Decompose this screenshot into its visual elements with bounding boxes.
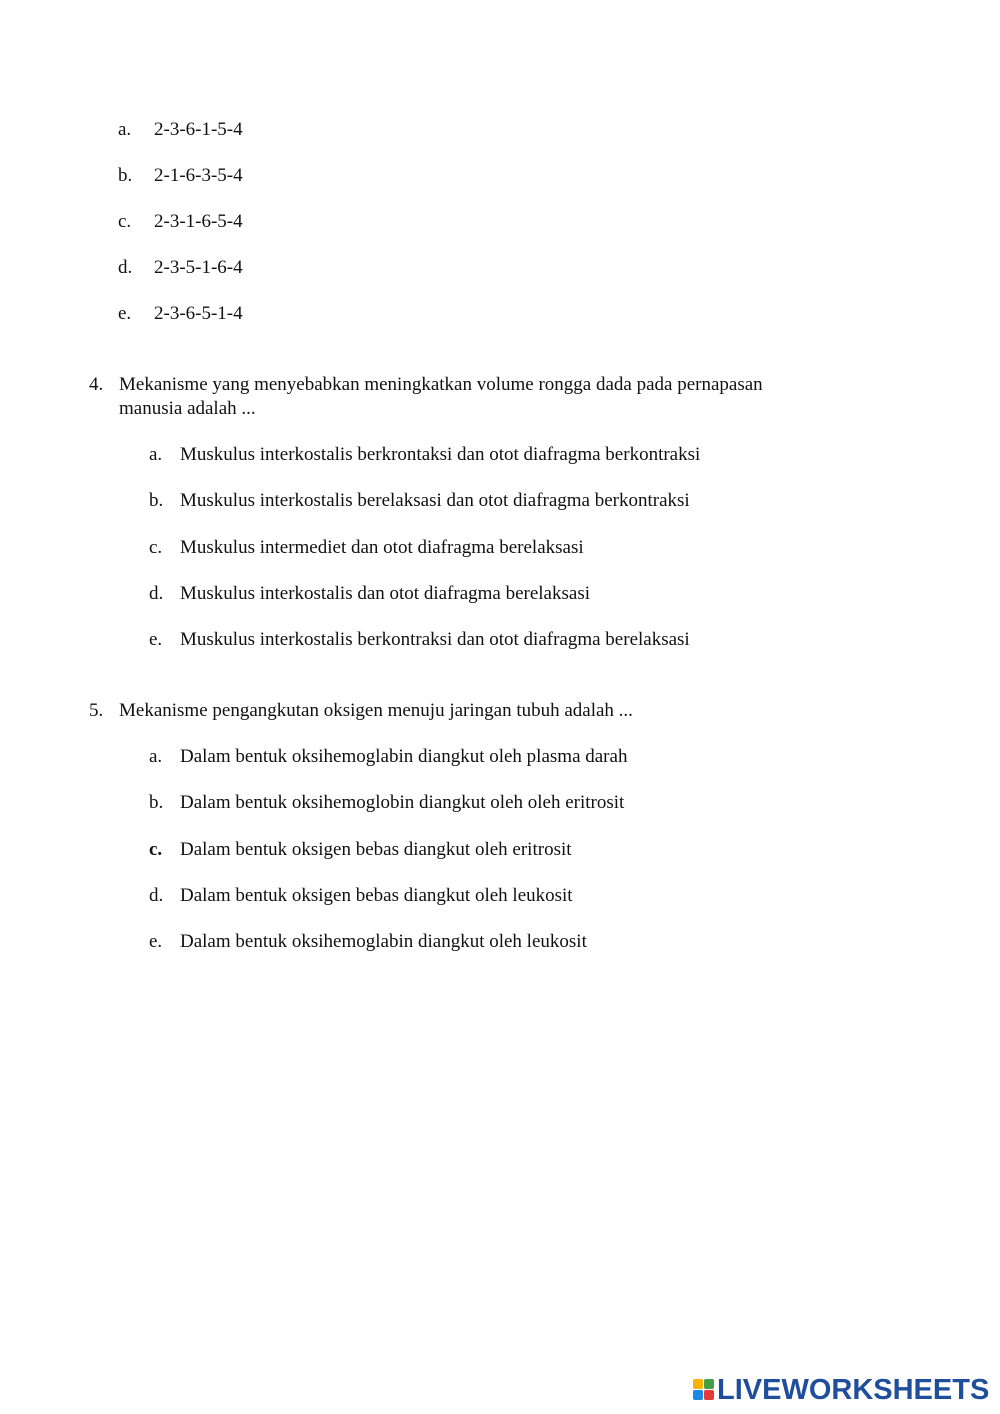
- option-text: 2-1-6-3-5-4: [154, 165, 243, 186]
- option-letter: e.: [149, 629, 163, 650]
- option-letter: e.: [118, 303, 132, 324]
- question-text-line2: manusia adalah ...: [119, 398, 256, 419]
- option-letter: d.: [149, 885, 164, 906]
- option-text: 2-3-5-1-6-4: [154, 257, 243, 278]
- option-text: Dalam bentuk oksihemoglabin diangkut oleh leukosit: [180, 931, 587, 952]
- option-letter: d.: [149, 583, 164, 604]
- question-number: 5.: [89, 700, 104, 721]
- option-text: Dalam bentuk oksigen bebas diangkut oleh leukosit: [180, 885, 573, 906]
- option-letter: e.: [149, 931, 163, 952]
- option-text: 2-3-6-5-1-4: [154, 303, 243, 324]
- option-letter: b.: [149, 792, 164, 813]
- option-letter: c.: [118, 211, 132, 232]
- option-letter: d.: [118, 257, 133, 278]
- option-text: Muskulus interkostalis dan otot diafragma berelaksasi: [180, 583, 590, 604]
- option-text: Muskulus interkostalis berelaksasi dan otot diafragma berkontraksi: [180, 490, 690, 511]
- option-letter: a.: [118, 119, 132, 140]
- option-text: Muskulus interkostalis berkontraksi dan otot diafragma berelaksasi: [180, 629, 690, 650]
- option-text: 2-3-1-6-5-4: [154, 211, 243, 232]
- option-text: Muskulus intermediet dan otot diafragma berelaksasi: [180, 537, 584, 558]
- option-letter: a.: [149, 444, 163, 465]
- option-text: Muskulus interkostalis berkrontaksi dan otot diafragma berkontraksi: [180, 444, 701, 465]
- question-text: Mekanisme pengangkutan oksigen menuju jaringan tubuh adalah ...: [119, 700, 633, 721]
- question-number: 4.: [89, 374, 104, 395]
- liveworksheets-logo-icon: [693, 1379, 715, 1401]
- option-letter: b.: [118, 165, 133, 186]
- option-letter: c.: [149, 537, 163, 558]
- option-letter: b.: [149, 490, 164, 511]
- brand-name: LIVEWORKSHEETS: [717, 1373, 990, 1406]
- question-4: [89, 373, 849, 423]
- option-text: 2-3-6-1-5-4: [154, 119, 243, 140]
- option-text: Dalam bentuk oksigen bebas diangkut oleh eritrosit: [180, 839, 572, 860]
- liveworksheets-brand: [693, 1373, 993, 1407]
- option-text: Dalam bentuk oksihemoglabin diangkut oleh plasma darah: [180, 746, 628, 767]
- question-text-line1: Mekanisme yang menyebabkan meningkatkan volume rongga dada pada pernapasan: [119, 374, 763, 395]
- option-text: Dalam bentuk oksihemoglobin diangkut oleh oleh eritrosit: [180, 792, 625, 813]
- option-letter: a.: [149, 746, 163, 767]
- option-letter: c.: [149, 839, 163, 860]
